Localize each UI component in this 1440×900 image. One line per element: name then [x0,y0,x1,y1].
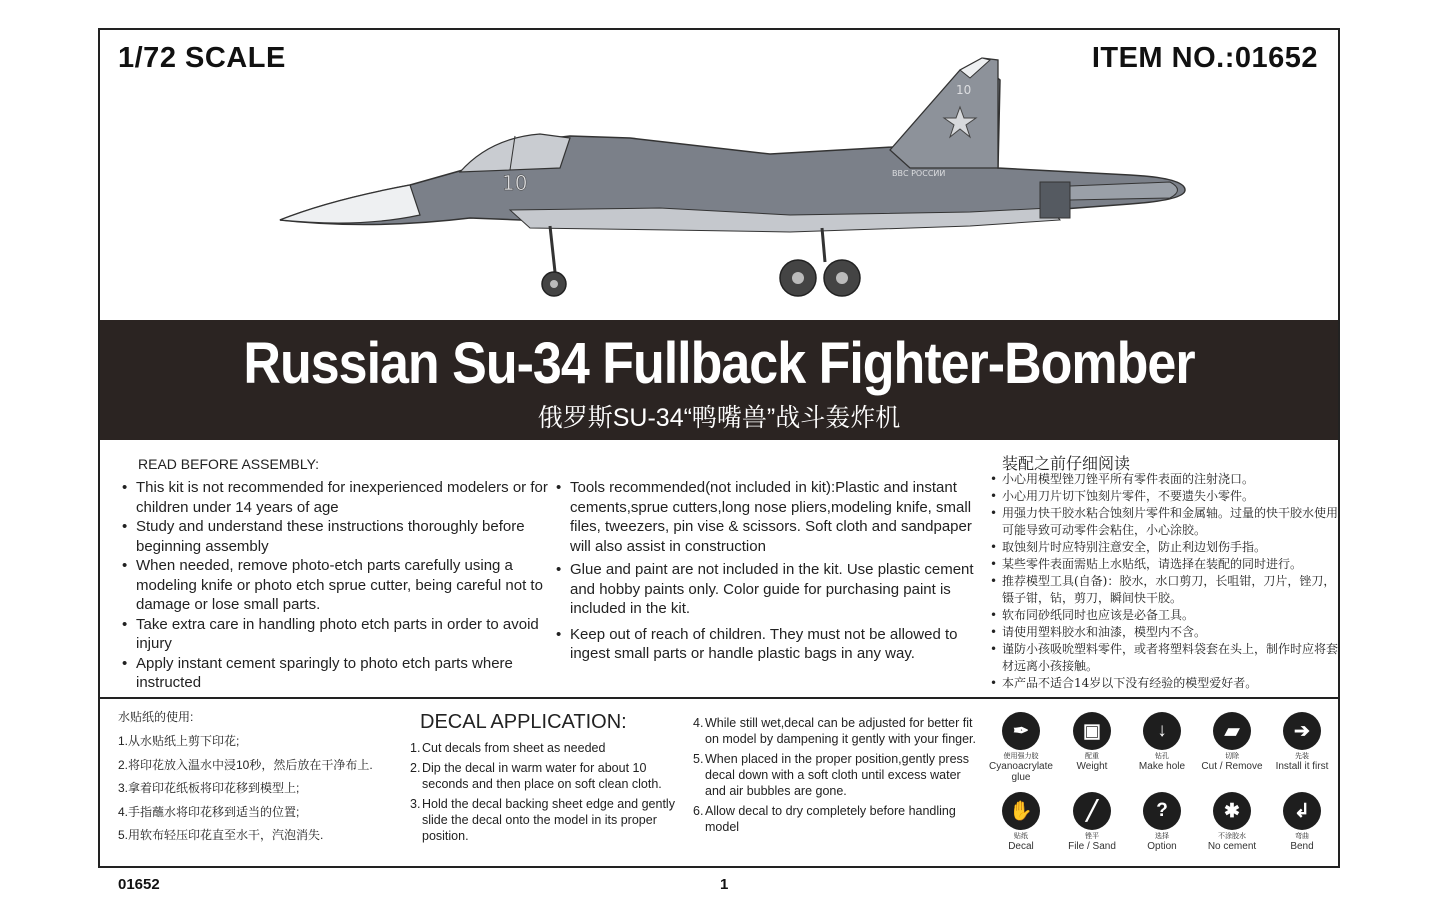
list-item: • 谨防小孩吸吮塑料零件，或者将塑料袋套在头上，制作时应将套材远离小孩接触。 [990,641,1340,675]
scale-label: 1/72 SCALE [118,42,286,74]
su34-aircraft-illustration [270,50,1200,310]
read-before-right-list [556,478,986,668]
decal-step: 4. While still wet,decal can be adjusted for better fit on model by dampening it gently with your finger. [693,716,976,746]
no-cement-icon: ✱ [1213,792,1251,830]
tail-number-text: 10 [956,83,972,97]
drill-icon: ↓ [1143,712,1181,750]
list-item: • 本产品不适合14岁以下没有经验的模型爱好者。 [990,675,1340,692]
list-item: • This kit is not recommended for inexperienced modelers or for children under 14 years of age [122,478,552,517]
zh-notes-list [990,471,1340,692]
list-item: • 取蚀刻片时应特别注意安全，防止利边划伤手指。 [990,539,1340,556]
item-number: ITEM NO.:01652 [1091,42,1318,74]
legend-item: ➔ 先装 Install it first [1262,712,1342,772]
decal-step: 6. Allow decal to dry completely before handling model [693,804,956,834]
list-item: 4.手指蘸水将印花移到适当的位置; [118,804,300,819]
list-item: • Keep out of reach of children. They must not be allowed to ingest small parts or handle plastic bags in any way. [556,625,986,664]
legend-item: ▣ 配重 Weight [1052,712,1132,772]
list-item: • 小心用刀片切下蚀刻片零件，不要遗失小零件。 [990,488,1340,505]
legend-item: ↓ 钻孔 Make hole [1122,712,1202,772]
list-item: • Tools recommended(not included in kit):Plastic and instant cements,sprue cutters,long nose pliers,modeling knife, small files, tweezers, pin vise & scissors. Soft cloth and sandpaper will also assist in construction [556,478,986,556]
legend-item: ✱ 不涂胶水 No cement [1192,792,1272,852]
title-english: Russian Su-34 Fullback Fighter-Bomber [243,331,1195,397]
legend-item: ↲ 弯曲 Bend [1262,792,1342,852]
decal-steps-right [693,715,983,839]
bend-icon: ↲ [1283,792,1321,830]
list-item: • Study and understand these instructions thoroughly before beginning assembly [122,517,552,556]
list-item: • Take extra care in handling photo etch parts in order to avoid injury [122,615,552,654]
page-number: 1 [720,876,729,893]
list-item: • 软布同砂纸同时也应该是必备工具。 [990,607,1340,624]
legend-item: ✋ 贴纸 Decal [981,792,1061,852]
list-item: 2.将印花放入温水中浸10秒，然后放在干净布上. [118,757,373,772]
decal-step: 3. Hold the decal backing sheet edge and gently slide the decal onto the model in its proper position. [410,797,675,843]
decal-icon: ✋ [1002,792,1040,830]
list-item: 3.拿着印花纸板将印花移到模型上; [118,781,300,795]
cut-icon: ▰ [1213,712,1251,750]
legend-item: ▰ 切除 Cut / Remove [1192,712,1272,772]
zh-notes-heading: 装配之前仔细阅读 [1002,456,1131,473]
title-banner [100,320,1338,440]
decal-step: 1. Cut decals from sheet as needed [410,741,606,755]
glue-drop-icon: ✒ [1002,712,1040,750]
decal-application-heading: DECAL APPLICATION: [420,711,627,733]
decal-steps-left [410,740,688,848]
list-item: • Apply instant cement sparingly to photo etch parts where instructed [122,654,552,693]
section-divider [100,697,1338,699]
legend-item: ? 选择 Option [1122,792,1202,852]
nose-number-text: 10 [502,171,528,195]
decal-step: 2. Dip the decal in warm water for about 10 seconds and then place on soft clean cloth. [410,761,662,791]
read-before-left-list [122,478,552,693]
file-sand-icon: ╱ [1073,792,1111,830]
list-item: 1.从水贴纸上剪下印花; [118,734,240,748]
legend-item: ╱ 锉平 File / Sand [1052,792,1132,852]
read-before-heading: READ BEFORE ASSEMBLY: [138,456,320,472]
list-item: • 小心用模型锉刀锉平所有零件表面的注射浇口。 [990,471,1340,488]
decal-zh-heading: 水贴纸的使用: [118,710,194,724]
decal-zh-list [118,730,413,848]
title-chinese: 俄罗斯SU-34“鸭嘴兽”战斗轰炸机 [537,404,901,432]
decal-step: 5. When placed in the proper position,gently press decal down with a soft cloth until excess water and air bubbles are gone. [693,752,970,798]
fuselage-lettering: ВВС РОССИИ [892,169,946,178]
footer-item-code: 01652 [118,876,160,893]
list-item: • When needed, remove photo-etch parts carefully using a modeling knife or photo etch sprue cutter, being careful not to damage or lose small parts. [122,556,552,615]
weight-icon: ▣ [1073,712,1111,750]
list-item: • 用强力快干胶水粘合蚀刻片零件和金属轴。过量的快干胶水使用可能导致可动零件会粘住，小心涂胶。 [990,505,1340,539]
list-item: • 请使用塑料胶水和油漆，模型内不含。 [990,624,1340,641]
symbol-legend [976,712,1336,862]
list-item: • Glue and paint are not included in the kit. Use plastic cement and hobby paints only. Color guide for purchasing paint is included in the kit. [556,560,986,619]
list-item: 5.用软布轻压印花直至水干，汽泡消失. [118,828,324,842]
list-item: • 推荐模型工具(自备)：胶水，水口剪刀，长咀钳，刀片，锉刀，镊子钳，钻，剪刀，瞬间快干胶。 [990,573,1340,607]
install-first-icon: ➔ [1283,712,1321,750]
legend-item: ✒ 使用强力胶 Cyanoacrylate glue [981,712,1061,783]
option-icon: ? [1143,792,1181,830]
list-item: • 某些零件表面需贴上水贴纸，请选择在装配的同时进行。 [990,556,1340,573]
